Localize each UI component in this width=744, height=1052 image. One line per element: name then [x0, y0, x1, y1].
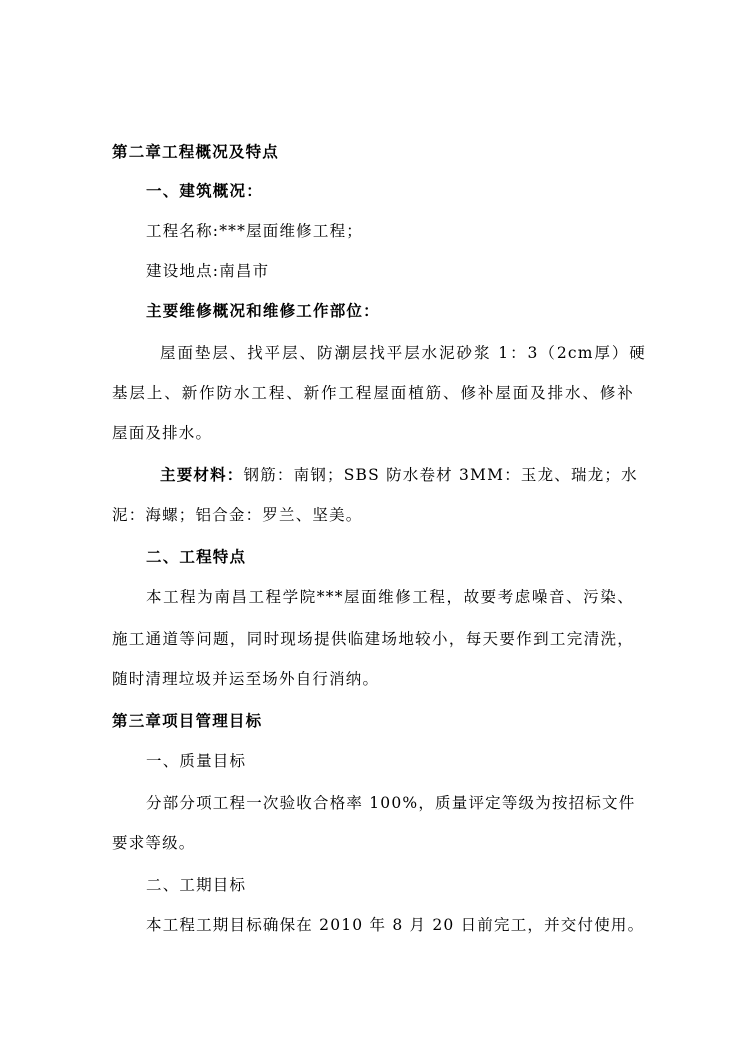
materials-line-2: 泥：海螺；铝合金：罗兰、坚美。 [112, 506, 363, 524]
schedule-target-title: 二、工期目标 [146, 876, 247, 894]
main-repair-title: 主要维修概况和维修工作部位： [146, 301, 380, 320]
chapter-2-title: 第二章工程概况及特点 [112, 142, 280, 161]
section-features-title: 二、工程特点 [146, 547, 247, 566]
location-text: 建设地点:南昌市 [146, 262, 270, 280]
chapter-3-title: 第三章项目管理目标 [112, 711, 263, 730]
materials-line-1 [160, 464, 638, 486]
quality-target-title: 一、质量目标 [146, 752, 247, 770]
features-line-3: 随时清理垃圾并运至场外自行消纳。 [112, 670, 380, 688]
schedule-line-1: 本工程工期目标确保在 2010 年 8 月 20 日前完工，并交付使用。 [146, 916, 645, 934]
project-name-text: 工程名称:***屋面维修工程； [146, 222, 363, 240]
repair-paragraph-line-1: 屋面垫层、找平层、防潮层找平层水泥砂浆 1：3（2cm厚）硬 [160, 344, 646, 362]
materials-text-1: 钢筋：南钢；SBS 防水卷材 3MM：玉龙、瑞龙；水 [243, 466, 638, 484]
quality-line-2: 要求等级。 [112, 834, 196, 852]
repair-paragraph-line-3: 屋面及排水。 [112, 424, 213, 442]
features-line-1: 本工程为南昌工程学院***屋面维修工程，故要考虑噪音、污染、 [146, 588, 634, 606]
features-line-2: 施工通道等问题，同时现场提供临建场地较小，每天要作到工完清洗， [112, 630, 634, 648]
section-building-overview-title: 一、建筑概况： [146, 181, 263, 200]
materials-label: 主要材料： [160, 465, 244, 484]
quality-line-1: 分部分项工程一次验收合格率 100%，质量评定等级为按招标文件 [146, 794, 636, 812]
repair-paragraph-line-2: 基层上、新作防水工程、新作工程屋面植筋、修补屋面及排水、修补 [112, 384, 634, 402]
